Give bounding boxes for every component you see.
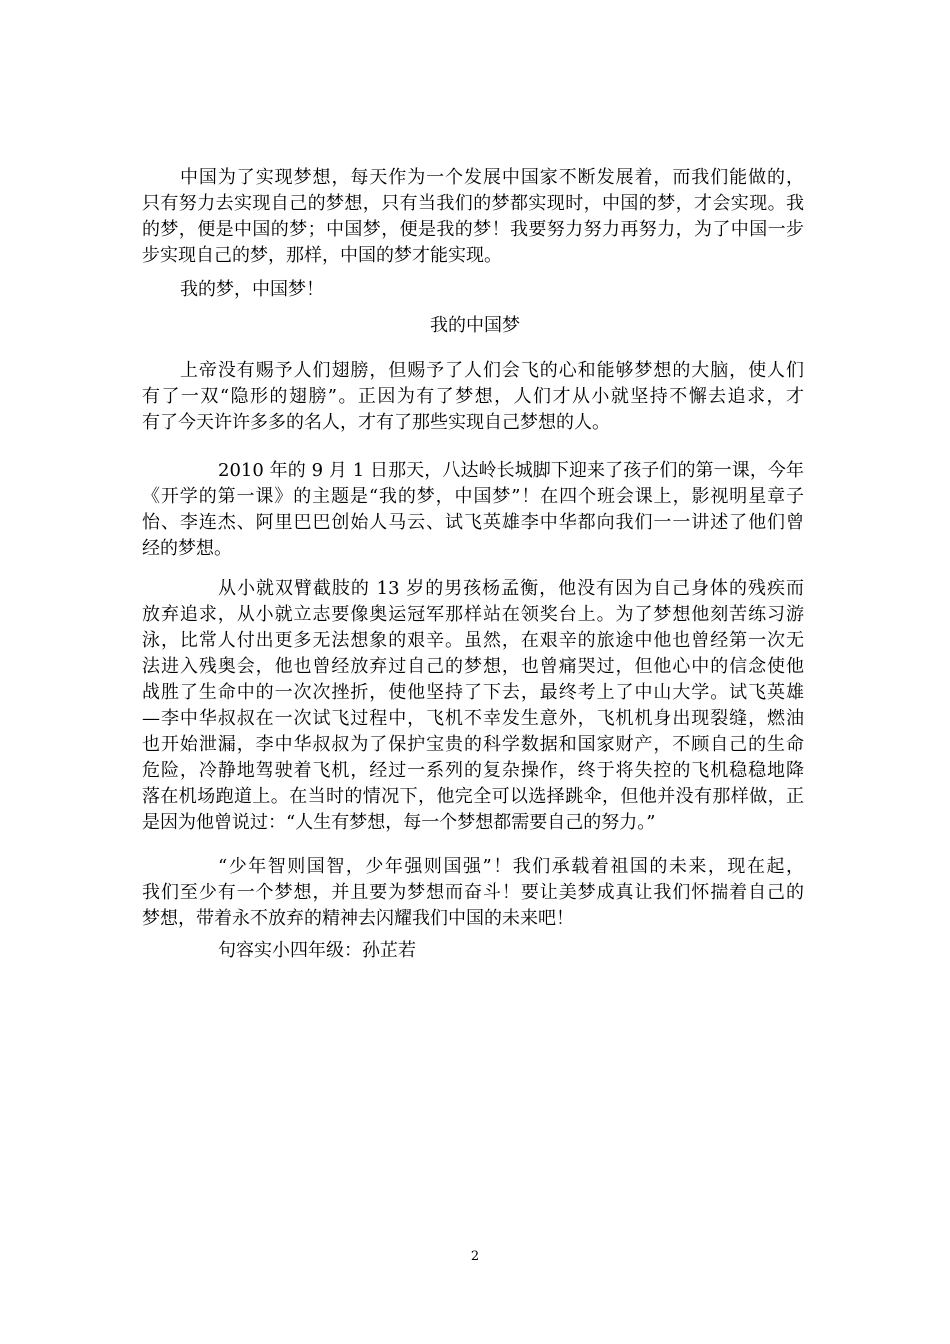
- paragraph-line: 落在机场跑道上。在当时的情况下，他完全可以选择跳伞，但他并没有那样做，正: [142, 786, 804, 807]
- paragraph-line: 放弃追求，从小就立志要像奥运冠军那样站在领奖台上。为了梦想他刻苦练习游: [142, 604, 804, 625]
- paragraph-line: 危险，冷静地驾驶着飞机，经过一系列的复杂操作，终于将失控的飞机稳稳地降: [142, 760, 804, 781]
- essay-title: 我的中国梦: [430, 315, 520, 336]
- paragraph-line: 法进入残奥会，他也曾经放弃过自己的梦想，也曾痛哭过，但他心中的信念使他: [142, 656, 804, 677]
- author-signature: 句容实小四年级：孙芷若: [218, 940, 416, 961]
- paragraph-line: 《开学的第一课》的主题是“我的梦，中国梦”！在四个班会课上，影视明星章子: [142, 486, 804, 507]
- paragraph-line: 也开始泄漏，李中华叔叔为了保护宝贵的科学数据和国家财产，不顾自己的生命: [142, 734, 804, 755]
- paragraph-line: 上帝没有赐予人们翅膀，但赐予了人们会飞的心和能够梦想的大脑，使人们: [180, 360, 804, 381]
- paragraph-line: 经的梦想。: [142, 538, 232, 559]
- paragraph-line: 从小就双臂截肢的 13 岁的男孩杨孟衡，他没有因为自己身体的残疾而: [218, 578, 804, 599]
- paragraph-line: 2010 年的 9 月 1 日那天，八达岭长城脚下迎来了孩子们的第一课，今年: [218, 460, 804, 481]
- paragraph-line: 中国为了实现梦想，每天作为一个发展中国家不断发展着，而我们能做的，: [180, 167, 804, 188]
- paragraph-line: 有了一双“隐形的翅膀”。正因为有了梦想，人们才从小就坚持不懈去追求，才: [142, 386, 804, 407]
- paragraph-line: 我的梦，中国梦！: [180, 279, 324, 300]
- page-number: 2: [470, 1249, 480, 1264]
- paragraph-line: 泳，比常人付出更多无法想象的艰辛。虽然，在艰辛的旅途中他也曾经第一次无: [142, 630, 804, 651]
- paragraph-line: 怡、李连杰、阿里巴巴创始人马云、试飞英雄李中华都向我们一一讲述了他们曾: [142, 512, 804, 533]
- paragraph-line: 梦想，带着永不放弃的精神去闪耀我们中国的未来吧！: [142, 908, 574, 929]
- paragraph-line: —李中华叔叔在一次试飞过程中，飞机不幸发生意外，飞机机身出现裂缝，燃油: [142, 708, 804, 729]
- paragraph-line: 战胜了生命中的一次次挫折，使他坚持了下去，最终考上了中山大学。试飞英雄: [142, 682, 804, 703]
- paragraph-line: 有了今天许许多多的名人，才有了那些实现自己梦想的人。: [142, 412, 610, 433]
- paragraph-line: “少年智则国智，少年强则国强”！我们承载着祖国的未来，现在起，: [218, 856, 804, 877]
- paragraph-line: 是因为他曾说过：“人生有梦想，每一个梦想都需要自己的努力。”: [142, 812, 656, 833]
- paragraph-line: 的梦，便是中国的梦；中国梦，便是我的梦！我要努力努力再努力，为了中国一步: [142, 219, 804, 240]
- paragraph-line: 步实现自己的梦，那样，中国的梦才能实现。: [142, 245, 502, 266]
- paragraph-line: 只有努力去实现自己的梦想，只有当我们的梦都实现时，中国的梦，才会实现。我: [142, 193, 804, 214]
- paragraph-line: 我们至少有一个梦想，并且要为梦想而奋斗！要让美梦成真让我们怀揣着自己的: [142, 882, 804, 903]
